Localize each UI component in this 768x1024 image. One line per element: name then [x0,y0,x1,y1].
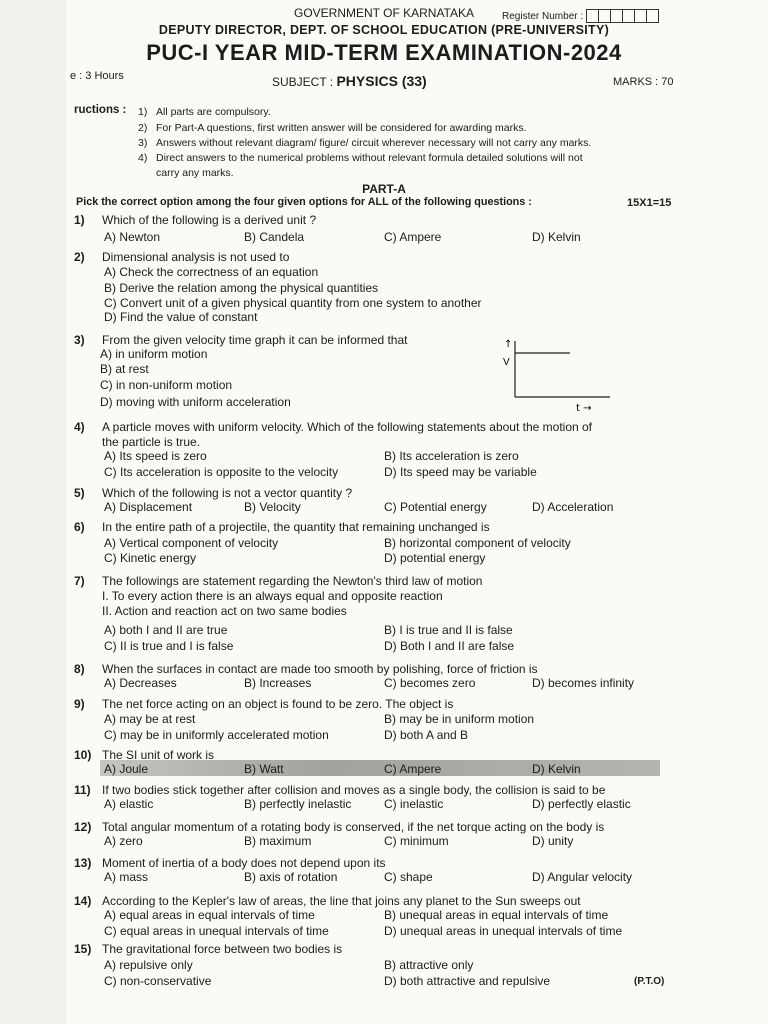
instruction-item [138,152,583,164]
question-number: 10) [74,748,92,762]
question-text: From the given velocity time graph it can be informed that [102,333,408,347]
answer-option: D) unequal areas in unequal intervals of time [384,924,623,938]
answer-option: D) Angular velocity [532,870,633,884]
subject-label: SUBJECT : [272,75,334,89]
question-number: 6) [74,520,85,534]
answer-option: A) mass [104,870,149,884]
exam-title: PUC-I YEAR MID-TERM EXAMINATION-2024 [146,40,622,65]
department-heading: DEPUTY DIRECTOR, DEPT. OF SCHOOL EDUCATION (PRE-UNIVERSITY) [158,23,610,37]
answer-option: A) zero [104,834,143,848]
answer-option: B) unequal areas in equal intervals of time [384,908,609,922]
question-text: The followings are statement regarding the Newton's third law of motion [102,574,483,588]
answer-option: C) Convert unit of a given physical quantity from one system to another [104,296,482,310]
instruction-item [138,137,591,149]
answer-option: B) I is true and II is false [384,623,513,637]
answer-option: B) at rest [100,362,149,376]
pto-note: (P.T.O) [634,976,665,987]
question-text-continued: the particle is true. [102,435,201,449]
answer-option: A) may be at rest [104,712,196,726]
register-boxes [587,9,659,23]
answer-option: B) Its acceleration is zero [384,449,519,463]
question-text: Which of the following is a derived unit ? [102,213,317,227]
graph-x-label: t → [576,403,592,414]
answer-option: D) both attractive and repulsive [384,974,551,988]
question-number: 14) [74,894,92,908]
register-number [502,9,659,23]
answer-option: B) may be in uniform motion [384,712,535,726]
question-text: A particle moves with uniform velocity. Which of the following statements about the motion of [102,420,593,434]
instruction-text: All parts are compulsory. [156,106,271,118]
question-number: 8) [74,662,85,676]
answer-option: D) Its speed may be variable [384,465,537,479]
subject-line [272,73,427,89]
answer-option: B) perfectly inelastic [244,797,352,811]
answer-option: C) shape [384,870,433,884]
answer-option: A) Its speed is zero [104,449,207,463]
question-text: Total angular momentum of a rotating body is conserved, if the net torque acting on the body is [102,820,605,834]
question-text: According to the Kepler's law of areas, the line that joins any planet to the Sun sweeps out [102,894,581,908]
answer-option: C) non-conservative [104,974,212,988]
question-number: 13) [74,856,92,870]
instruction-number: 4) [138,152,148,164]
question-number: 12) [74,820,92,834]
answer-option: C) II is true and I is false [104,639,234,653]
answer-option: D) Kelvin [532,230,581,244]
answer-option: A) Vertical component of velocity [104,536,279,550]
answer-option: D) Acceleration [532,500,614,514]
government-heading: GOVERNMENT OF KARNATAKA [293,6,475,20]
instruction-number: 3) [138,137,148,149]
answer-option: B) Velocity [244,500,301,514]
answer-option: A) elastic [104,797,154,811]
question-number: 15) [74,942,92,956]
instruction-number: 2) [138,122,148,134]
answer-option: B) Watt [244,762,284,776]
answer-option: C) Potential energy [384,500,487,514]
answer-option: A) Check the correctness of an equation [104,265,319,279]
instruction-number: 1) [138,106,148,118]
question-number: 3) [74,333,85,347]
question-text: Dimensional analysis is not used to [102,250,290,264]
part-a-instruction: Pick the correct option among the four given options for ALL of the following questions : [76,196,532,208]
answer-option: D) unity [532,834,574,848]
answer-option: A) Displacement [104,500,193,514]
instruction-item [138,167,234,179]
answer-option: C) becomes zero [384,676,476,690]
answer-option: C) inelastic [384,797,444,811]
question-text: When the surfaces in contact are made too smooth by polishing, force of friction is [102,662,538,676]
answer-option: D) perfectly elastic [532,797,631,811]
instruction-text: carry any marks. [156,167,234,179]
question-number: 5) [74,486,85,500]
question-text: In the entire path of a projectile, the quantity that remaining unchanged is [102,520,490,534]
answer-option: B) Derive the relation among the physical quantities [104,281,379,295]
question-text: If two bodies stick together after collision and moves as a single body, the collision is said to be [102,783,606,797]
question-text: The gravitational force between two bodies is [102,942,343,956]
question-text-continued: II. Action and reaction act on two same bodies [102,604,347,618]
answer-option: D) both A and B [384,728,469,742]
instruction-item [138,122,527,134]
answer-option: D) Find the value of constant [104,310,258,324]
answer-option: B) horizontal component of velocity [384,536,571,550]
part-a-title: PART-A [362,182,406,196]
answer-option: A) equal areas in equal intervals of time [104,908,315,922]
max-marks: MARKS : 70 [613,76,674,88]
velocity-time-graph [500,335,615,415]
answer-option: A) in uniform motion [100,347,208,361]
instruction-text: Direct answers to the numerical problems without relevant formula detailed solutions will not [156,152,583,164]
answer-option: C) Its acceleration is opposite to the velocity [104,465,339,479]
answer-option: C) Kinetic energy [104,551,197,565]
answer-option: A) both I and II are true [104,623,228,637]
answer-option: D) Both I and II are false [384,639,515,653]
question-number: 1) [74,213,85,227]
question-text: The net force acting on an object is found to be zero. The object is [102,697,454,711]
question-text: The SI unit of work is [102,748,215,762]
answer-option: D) Kelvin [532,762,581,776]
instruction-text: Answers without relevant diagram/ figure/ circuit wherever necessary will not carry any marks. [156,137,592,149]
answer-option: C) Ampere [384,230,442,244]
answer-option: C) in non-uniform motion [100,378,233,392]
answer-option: B) Candela [244,230,305,244]
answer-option: C) minimum [384,834,449,848]
answer-option: B) axis of rotation [244,870,338,884]
answer-option: C) may be in uniformly accelerated motion [104,728,329,742]
graph-y-arrow: ↑ [504,339,513,350]
answer-option: A) Decreases [104,676,177,690]
answer-option: A) repulsive only [104,958,193,972]
answer-option: D) becomes infinity [532,676,635,690]
question-text-continued: I. To every action there is an always equal and opposite reaction [102,589,443,603]
answer-option: B) maximum [244,834,312,848]
exam-duration: e : 3 Hours [70,70,124,82]
answer-option: D) potential energy [384,551,486,565]
answer-option: C) Ampere [384,762,442,776]
instructions-label: ructions : [74,104,127,116]
subject-name: PHYSICS (33) [336,73,427,89]
answer-option: B) Increases [244,676,312,690]
instruction-text: For Part-A questions, first written answer will be considered for awarding marks. [156,122,527,134]
instruction-item [138,106,271,118]
answer-option: D) moving with uniform acceleration [100,395,291,409]
question-text: Which of the following is not a vector quantity ? [102,486,353,500]
answer-option: A) Joule [104,762,149,776]
register-label: Register Number : [502,10,584,22]
answer-option: A) Newton [104,230,161,244]
answer-option: B) attractive only [384,958,474,972]
answer-option: C) equal areas in unequal intervals of time [104,924,329,938]
part-a-score: 15X1=15 [627,197,672,209]
question-number: 11) [74,783,91,797]
question-text: Moment of inertia of a body does not depend upon its [102,856,386,870]
question-number: 4) [74,420,85,434]
question-number: 7) [74,574,85,588]
question-number: 2) [74,250,85,264]
graph-y-label: V [503,357,510,368]
question-number: 9) [74,697,85,711]
